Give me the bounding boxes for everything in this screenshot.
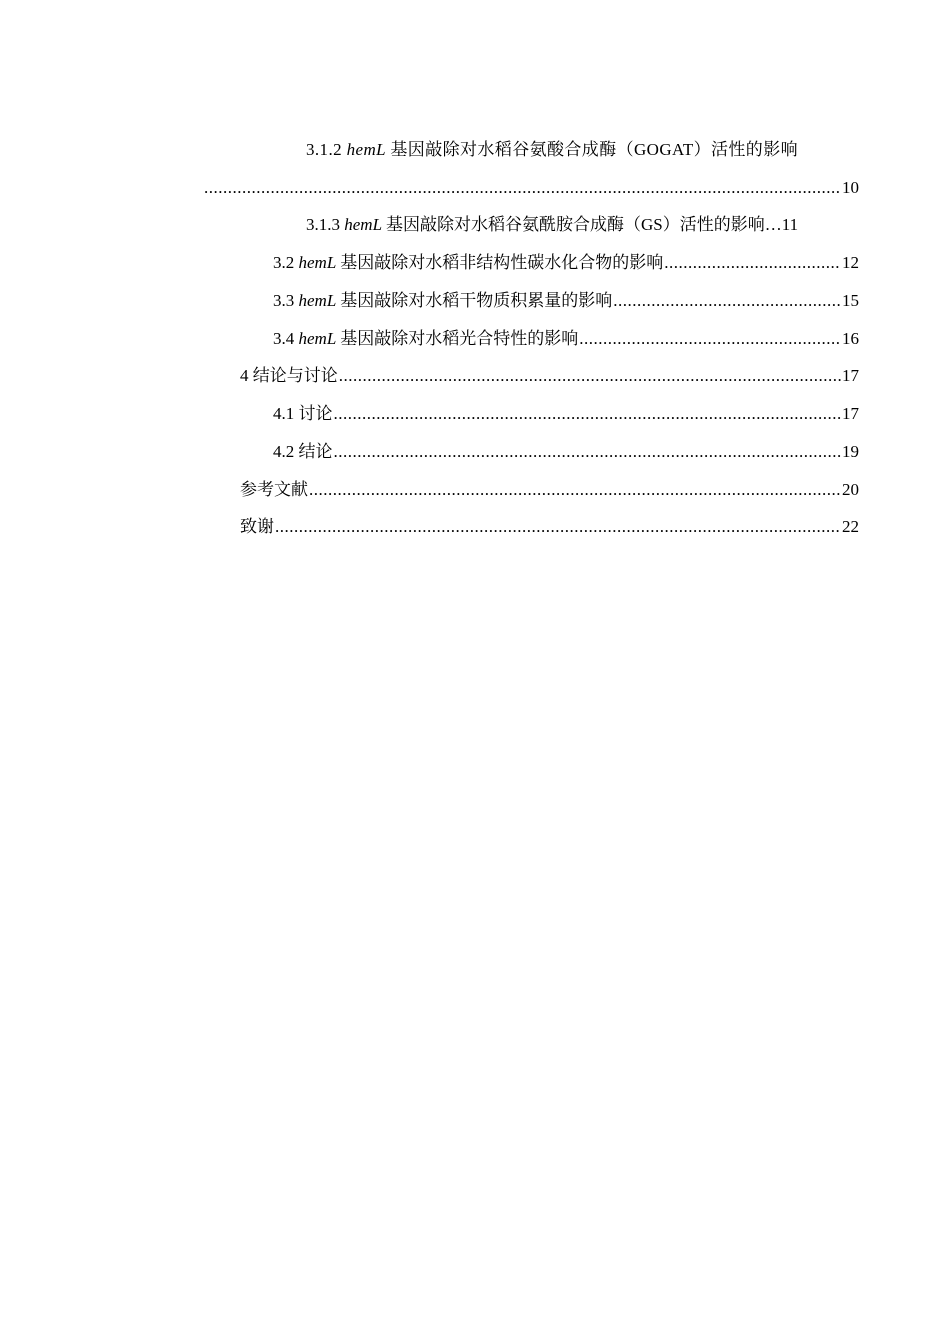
toc-page-number: 12 [842,253,859,272]
toc-entry-3-4[interactable] [273,328,859,350]
toc-entry-text: 结论与讨论 [252,366,338,385]
toc-entry-text: 基因敲除对水稻干物质积累量的影响 [340,291,613,310]
toc-entry-number: 3.4 [273,329,299,348]
toc-entry-3-3[interactable] [273,290,859,312]
toc-leader-dots [579,328,841,350]
toc-page-number: 15 [842,291,859,310]
toc-entry-title [273,290,612,312]
toc-page-number: 10 [842,178,859,197]
toc-entry-number: 3.1.2 [306,140,347,159]
toc-entry-title [273,403,333,425]
toc-leader-dots [339,365,841,387]
toc-entry-text: 基因敲除对水稻非结构性碳水化合物的影响 [340,253,664,272]
toc-entry-text: 基因敲除对水稻谷氨酰胺合成酶（GS）活性的影响… [385,215,782,234]
toc-entry-title [273,328,578,350]
toc-entry-title [273,441,333,463]
toc-entry-text: 结论 [298,442,333,461]
toc-leader-dots [204,177,841,199]
toc-page-number: 17 [842,404,859,423]
toc-leader-dots [309,479,841,501]
toc-entry-4-1[interactable] [273,403,859,425]
toc-page-number: 19 [842,442,859,461]
toc-entry-gene: hemL [298,329,341,348]
toc-entry-text: 基因敲除对水稻光合特性的影响 [340,329,579,348]
toc-page-number: 11 [781,215,799,234]
toc-entry-references[interactable] [240,479,859,501]
toc-leader-dots [334,403,842,425]
toc-page-number: 20 [842,480,859,499]
toc-entry-4-2[interactable] [273,441,859,463]
toc-entry-text: 讨论 [298,404,333,423]
toc-entry-gene: hemL [346,140,391,159]
toc-leader-dots [613,290,841,312]
toc-entry-text: 致谢 [240,517,274,536]
toc-entry-3-1-2-title[interactable] [306,139,859,161]
toc-entry-3-2[interactable] [273,252,859,274]
toc-entry-number: 4.2 [273,442,299,461]
toc-entry-acknowledgements[interactable] [240,516,859,538]
toc-entry-number: 3.2 [273,253,299,272]
toc-entry-number: 4 [240,366,253,385]
toc-entry-3-1-3[interactable] [306,214,859,236]
toc-entry-title [240,365,338,387]
toc-entry-title [240,479,308,501]
toc-page-number: 22 [842,517,859,536]
toc-entry-text: 基因敲除对水稻谷氨酸合成酶（GOGAT）活性的影响 [390,140,798,159]
toc-entry-gene: hemL [298,291,341,310]
toc-page-number: 16 [842,329,859,348]
toc-entry-gene: hemL [298,253,341,272]
toc-entry-number: 4.1 [273,404,299,423]
toc-entry-number: 3.3 [273,291,299,310]
toc-entry-title [306,214,782,236]
toc-page-number: 17 [842,366,859,385]
toc-entry-title [240,516,274,538]
toc-entry-4[interactable] [240,365,859,387]
toc-leader-dots [275,516,841,538]
toc-leader-dots [664,252,841,274]
toc-entry-number: 3.1.3 [306,215,345,234]
toc-entry-3-1-2-leader-line[interactable] [203,177,859,199]
toc-entry-title [273,252,663,274]
toc-entry-text: 参考文献 [240,480,308,499]
toc-leader-dots [334,441,842,463]
toc-entry-gene: hemL [344,215,386,234]
